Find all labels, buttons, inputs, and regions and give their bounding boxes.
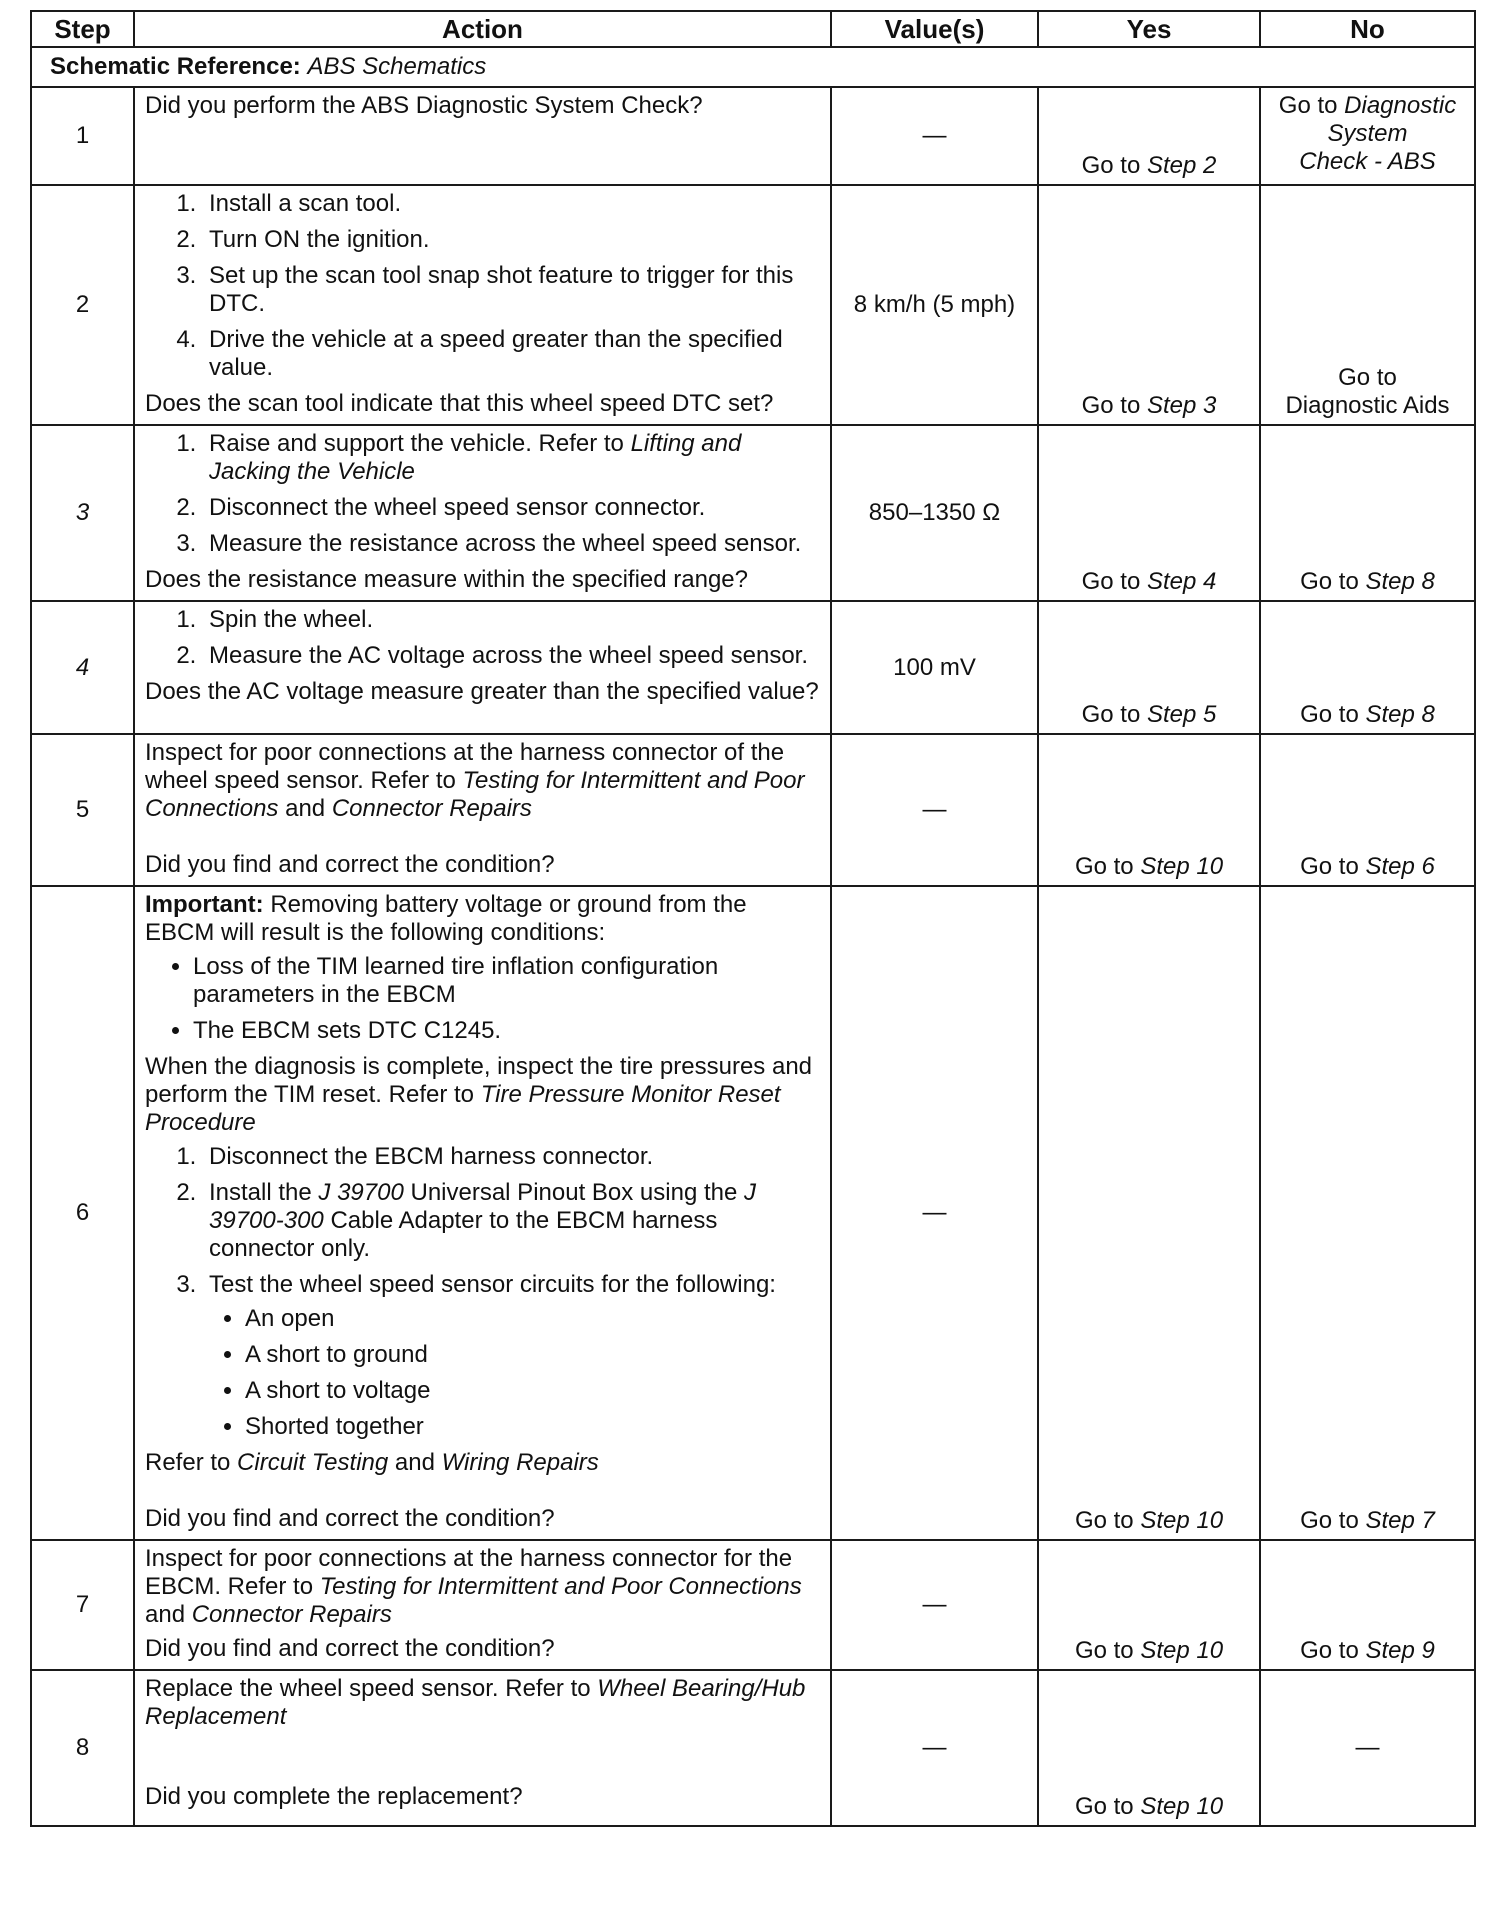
- procedure-text: Cable Adapter to the EBCM harness connector only.: [209, 1207, 718, 1262]
- no-link[interactable]: Diagnostic Aids: [1285, 392, 1450, 419]
- procedure-item: [203, 1271, 820, 1441]
- yes-link[interactable]: Step 4: [1146, 568, 1217, 595]
- value-cell: —: [831, 1540, 1038, 1670]
- procedure-text: Universal Pinout Box using the: [410, 1179, 738, 1206]
- question: Did you find and correct the condition?: [145, 851, 555, 878]
- value-cell: 8 km/h (5 mph): [831, 185, 1038, 425]
- procedure-item: 4. Drive the vehicle at a speed greater than the specified value.: [203, 326, 820, 382]
- circuit-test-item: • A short to voltage: [245, 1377, 820, 1405]
- table-row: [31, 1540, 1475, 1670]
- yes-link[interactable]: Step 2: [1146, 152, 1217, 179]
- procedure-item: 3. Measure the resistance across the wheel speed sensor.: [203, 530, 820, 558]
- procedure-item: 3. Set up the scan tool snap shot feature to trigger for this DTC.: [203, 262, 820, 318]
- goto-label: Go to: [1278, 92, 1338, 119]
- yes-cell: [1038, 1540, 1260, 1670]
- no-link-part[interactable]: System: [1327, 120, 1408, 147]
- question: Did you perform the ABS Diagnostic System Check?: [145, 92, 703, 119]
- no-link-part[interactable]: Check - ABS: [1299, 148, 1436, 175]
- condition-item: • Loss of the TIM learned tire inflation configuration parameters in the EBCM: [193, 953, 820, 1009]
- yes-link[interactable]: Step 10: [1140, 1637, 1224, 1664]
- no-link[interactable]: Step 8: [1365, 701, 1435, 728]
- reference-link[interactable]: Testing for Intermittent and Poor Connections: [319, 1573, 802, 1600]
- question: Did you complete the replacement?: [145, 1783, 523, 1810]
- schematic-reference-row: [31, 47, 1475, 87]
- goto-label: Go to: [1081, 701, 1141, 728]
- refer-text: [145, 1449, 820, 1477]
- table-row: [31, 87, 1475, 185]
- step-number: 2: [31, 185, 134, 425]
- circuit-test-item: • Shorted together: [245, 1413, 820, 1441]
- no-cell: —: [1260, 1670, 1475, 1826]
- reference-link[interactable]: Tire Pressure Monitor Reset Procedure: [145, 1081, 781, 1136]
- reference-link[interactable]: Lifting and Jacking the Vehicle: [209, 430, 742, 485]
- no-cell: [1260, 601, 1475, 734]
- important-text: Removing battery voltage or ground from the EBCM will result is the following conditions:: [145, 891, 747, 946]
- table-row: [31, 601, 1475, 734]
- instruction-text: [145, 1053, 820, 1137]
- diagnostic-table: [30, 10, 1476, 1827]
- instruction-text: [145, 1545, 820, 1629]
- table-row: [31, 886, 1475, 1540]
- goto-label: Go to: [1300, 701, 1359, 728]
- step-number: 4: [31, 601, 134, 734]
- schematic-reference: [31, 47, 1475, 87]
- goto-label: Go to: [1074, 1793, 1134, 1820]
- no-cell: [1260, 1540, 1475, 1670]
- yes-cell: [1038, 425, 1260, 601]
- yes-cell: [1038, 87, 1260, 185]
- procedure-item: 2. Disconnect the wheel speed sensor connector.: [203, 494, 820, 522]
- step-number: 3: [31, 425, 134, 601]
- question: Does the AC voltage measure greater than the specified value?: [145, 678, 819, 705]
- condition-list: [145, 953, 820, 1045]
- no-link[interactable]: Step 6: [1365, 853, 1435, 880]
- tool-reference: J 39700-300: [209, 1179, 757, 1234]
- goto-label: Go to: [1074, 1507, 1134, 1534]
- action-cell: [134, 1670, 831, 1826]
- yes-cell: [1038, 601, 1260, 734]
- important-note: [145, 891, 820, 947]
- action-cell: [134, 425, 831, 601]
- conjunction: and: [285, 795, 326, 822]
- instruction: Replace the wheel speed sensor. Refer to: [145, 1675, 591, 1702]
- important-label: Important:: [145, 891, 264, 918]
- value-cell: —: [831, 87, 1038, 185]
- header-values: Value(s): [831, 11, 1038, 47]
- no-link[interactable]: Step 7: [1365, 1507, 1435, 1534]
- goto-label: Go to: [1300, 1507, 1359, 1534]
- step-number: 8: [31, 1670, 134, 1826]
- action-cell: [134, 185, 831, 425]
- reference-link[interactable]: Wiring Repairs: [441, 1449, 599, 1476]
- conjunction: and: [145, 1601, 186, 1628]
- value-cell: —: [831, 886, 1038, 1540]
- schematic-label: Schematic Reference:: [50, 53, 301, 80]
- goto-label: Go to: [1074, 853, 1134, 880]
- goto-label: Go to: [1300, 1637, 1359, 1664]
- procedure-list: [145, 1143, 820, 1441]
- no-link[interactable]: Step 9: [1365, 1637, 1435, 1664]
- procedure-item: [203, 430, 820, 486]
- header-yes: Yes: [1038, 11, 1260, 47]
- header-step: Step: [31, 11, 134, 47]
- goto-label: Go to: [1300, 568, 1359, 595]
- yes-link[interactable]: Step 10: [1140, 1793, 1224, 1820]
- value-cell: —: [831, 1670, 1038, 1826]
- procedure-item: 2. Measure the AC voltage across the wheel speed sensor.: [203, 642, 820, 670]
- procedure-text: Install the: [209, 1179, 312, 1206]
- value-cell: 100 mV: [831, 601, 1038, 734]
- reference-link[interactable]: Circuit Testing: [237, 1449, 389, 1476]
- conjunction: and: [394, 1449, 435, 1476]
- yes-link[interactable]: Step 3: [1146, 392, 1217, 419]
- procedure-list: [145, 430, 820, 558]
- yes-cell: [1038, 185, 1260, 425]
- question: Does the scan tool indicate that this wheel speed DTC set?: [145, 390, 774, 417]
- no-link[interactable]: Step 8: [1365, 568, 1435, 595]
- instruction-text: [145, 1675, 820, 1731]
- action-cell: [134, 601, 831, 734]
- yes-cell: [1038, 886, 1260, 1540]
- value-cell: —: [831, 734, 1038, 886]
- instruction: Inspect for poor connections at the harness connector of the wheel speed sensor. Refer to: [145, 739, 785, 794]
- yes-link[interactable]: Step 10: [1140, 853, 1224, 880]
- procedure-item: 1. Disconnect the EBCM harness connector.: [203, 1143, 820, 1171]
- procedure-text: Raise and support the vehicle. Refer to: [209, 430, 624, 457]
- step-number: 6: [31, 886, 134, 1540]
- action-cell: [134, 1540, 831, 1670]
- header-no: No: [1260, 11, 1475, 47]
- circuit-test-item: • A short to ground: [245, 1341, 820, 1369]
- goto-label: Go to: [1081, 392, 1141, 419]
- goto-label: Go to: [1081, 568, 1141, 595]
- table-row: [31, 185, 1475, 425]
- question: Did you find and correct the condition?: [145, 1635, 555, 1662]
- yes-cell: [1038, 1670, 1260, 1826]
- instruction: When the diagnosis is complete, inspect the tire pressures and perform the TIM reset. Refer to: [145, 1053, 813, 1108]
- action-cell: [134, 734, 831, 886]
- circuit-test-list: [209, 1305, 820, 1441]
- procedure-item: [203, 1179, 820, 1263]
- header-action: Action: [134, 11, 831, 47]
- procedure-list: [145, 606, 820, 670]
- goto-label: Go to: [1081, 152, 1141, 179]
- header-row: [31, 11, 1475, 47]
- step-number: 5: [31, 734, 134, 886]
- procedure-item: 1. Spin the wheel.: [203, 606, 820, 634]
- instruction-text: [145, 739, 820, 823]
- table-row: [31, 1670, 1475, 1826]
- diagnostic-table-page: [30, 10, 1474, 1827]
- procedure-list: [145, 190, 820, 382]
- question: Did you find and correct the condition?: [145, 1505, 555, 1532]
- goto-label: Go to: [1074, 1637, 1134, 1664]
- reference-link[interactable]: Testing for Intermittent and Poor Connections: [145, 767, 805, 822]
- value-cell: 850–1350 Ω: [831, 425, 1038, 601]
- procedure-item: 1. Install a scan tool.: [203, 190, 820, 218]
- procedure-text: Test the wheel speed sensor circuits for the following:: [209, 1271, 776, 1298]
- reference-link[interactable]: Connector Repairs: [191, 1601, 392, 1628]
- tool-reference: J 39700: [318, 1179, 404, 1206]
- table-row: [31, 734, 1475, 886]
- no-cell: [1260, 886, 1475, 1540]
- instruction: Inspect for poor connections at the harness connector for the EBCM. Refer to: [145, 1545, 793, 1600]
- no-cell: [1260, 87, 1475, 185]
- step-number: 7: [31, 1540, 134, 1670]
- yes-link[interactable]: Step 10: [1140, 1507, 1224, 1534]
- no-cell: [1260, 185, 1475, 425]
- question: Does the resistance measure within the specified range?: [145, 566, 748, 593]
- schematic-link[interactable]: ABS Schematics: [307, 53, 487, 80]
- procedure-item: 2. Turn ON the ignition.: [203, 226, 820, 254]
- reference-link[interactable]: Wheel Bearing/Hub Replacement: [145, 1675, 806, 1730]
- circuit-test-item: • An open: [245, 1305, 820, 1333]
- action-cell: [134, 87, 831, 185]
- yes-cell: [1038, 734, 1260, 886]
- no-cell: [1260, 734, 1475, 886]
- goto-label: Go to: [1300, 853, 1359, 880]
- table-row: [31, 425, 1475, 601]
- yes-link[interactable]: Step 5: [1146, 701, 1217, 728]
- refer-label: Refer to: [145, 1449, 231, 1476]
- no-cell: [1260, 425, 1475, 601]
- goto-label: Go to: [1338, 364, 1397, 391]
- condition-item: • The EBCM sets DTC C1245.: [193, 1017, 820, 1045]
- no-link-part[interactable]: Diagnostic: [1344, 92, 1457, 119]
- step-number: 1: [31, 87, 134, 185]
- reference-link[interactable]: Connector Repairs: [331, 795, 532, 822]
- action-cell: [134, 886, 831, 1540]
